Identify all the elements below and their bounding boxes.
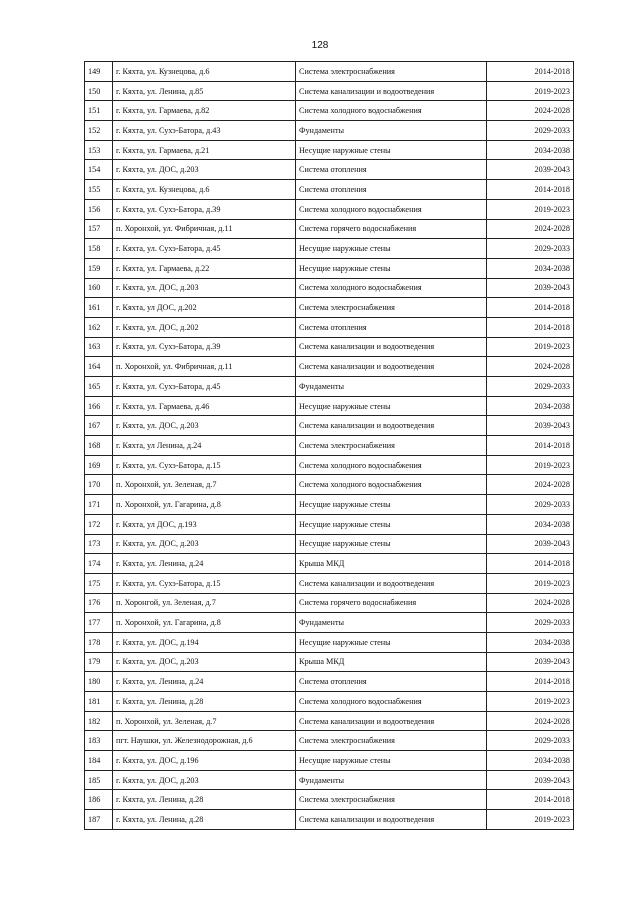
period-cell: 2014-2018	[487, 62, 574, 82]
period-cell: 2029-2033	[487, 239, 574, 259]
row-number-cell: 184	[85, 751, 113, 771]
row-number-cell: 160	[85, 278, 113, 298]
table-row	[85, 711, 574, 731]
address-cell: г. Кяхта, ул. Гармаева, д.46	[113, 396, 296, 416]
row-number-cell: 185	[85, 770, 113, 790]
table-row	[85, 672, 574, 692]
row-number-cell: 174	[85, 554, 113, 574]
address-cell: г. Кяхта, ул. ДОС, д.203	[113, 278, 296, 298]
period-cell: 2039-2043	[487, 534, 574, 554]
row-number-cell: 176	[85, 593, 113, 613]
row-number-cell: 183	[85, 731, 113, 751]
table-row	[85, 258, 574, 278]
period-cell: 2039-2043	[487, 770, 574, 790]
period-cell: 2034-2038	[487, 140, 574, 160]
system-cell: Фундаменты	[296, 770, 487, 790]
table-row	[85, 810, 574, 830]
table-row	[85, 377, 574, 397]
page-number: 128	[311, 40, 329, 51]
row-number-cell: 166	[85, 396, 113, 416]
system-cell: Система канализации и водоотведения	[296, 573, 487, 593]
table-row	[85, 692, 574, 712]
system-cell: Система отопления	[296, 180, 487, 200]
address-cell: п. Хоронхой, ул. Гагарина, д.8	[113, 495, 296, 515]
address-cell: г. Кяхта, ул. Кузнецова, д.6	[113, 180, 296, 200]
row-number-cell: 178	[85, 632, 113, 652]
system-cell: Система горячего водоснабжения	[296, 219, 487, 239]
period-cell: 2019-2023	[487, 81, 574, 101]
system-cell: Система электроснабжения	[296, 436, 487, 456]
system-cell: Крыша МКД	[296, 652, 487, 672]
address-cell: г. Кяхта, ул. Сухэ-Батора, д.45	[113, 239, 296, 259]
system-cell: Система канализации и водоотведения	[296, 711, 487, 731]
table-row	[85, 337, 574, 357]
address-cell: г. Кяхта, ул. Сухэ-Батора, д.15	[113, 455, 296, 475]
row-number-cell: 179	[85, 652, 113, 672]
table-row	[85, 140, 574, 160]
system-cell: Система холодного водоснабжения	[296, 455, 487, 475]
address-cell: г. Кяхта, ул. Ленина, д.24	[113, 672, 296, 692]
table-row	[85, 396, 574, 416]
address-cell: г. Кяхта, ул. Гармаева, д.21	[113, 140, 296, 160]
row-number-cell: 157	[85, 219, 113, 239]
row-number-cell: 181	[85, 692, 113, 712]
system-cell: Несущие наружные стены	[296, 632, 487, 652]
table-row	[85, 534, 574, 554]
table-row	[85, 160, 574, 180]
system-cell: Система канализации и водоотведения	[296, 357, 487, 377]
row-number-cell: 177	[85, 613, 113, 633]
system-cell: Система холодного водоснабжения	[296, 199, 487, 219]
period-cell: 2014-2018	[487, 317, 574, 337]
period-cell: 2024-2028	[487, 219, 574, 239]
system-cell: Несущие наружные стены	[296, 140, 487, 160]
system-cell: Несущие наружные стены	[296, 751, 487, 771]
table-row	[85, 101, 574, 121]
table-row	[85, 652, 574, 672]
period-cell: 2024-2028	[487, 475, 574, 495]
table-row	[85, 278, 574, 298]
table-row	[85, 180, 574, 200]
system-cell: Система канализации и водоотведения	[296, 81, 487, 101]
system-cell: Крыша МКД	[296, 554, 487, 574]
row-number-cell: 169	[85, 455, 113, 475]
period-cell: 2014-2018	[487, 180, 574, 200]
table-row	[85, 121, 574, 141]
table-row	[85, 770, 574, 790]
address-cell: г. Кяхта, ул ДОС, д.202	[113, 298, 296, 318]
period-cell: 2019-2023	[487, 692, 574, 712]
table-row	[85, 593, 574, 613]
system-cell: Фундаменты	[296, 613, 487, 633]
row-number-cell: 187	[85, 810, 113, 830]
row-number-cell: 162	[85, 317, 113, 337]
period-cell: 2024-2028	[487, 357, 574, 377]
address-cell: г. Кяхта, ул. Гармаева, д.82	[113, 101, 296, 121]
period-cell: 2029-2033	[487, 495, 574, 515]
period-cell: 2034-2038	[487, 258, 574, 278]
period-cell: 2014-2018	[487, 298, 574, 318]
address-cell: п. Хоронхой, ул. Зеленая, д.7	[113, 475, 296, 495]
period-cell: 2039-2043	[487, 278, 574, 298]
period-cell: 2014-2018	[487, 436, 574, 456]
system-cell: Несущие наружные стены	[296, 239, 487, 259]
table-row	[85, 416, 574, 436]
row-number-cell: 153	[85, 140, 113, 160]
table-row	[85, 514, 574, 534]
table-row	[85, 81, 574, 101]
table-row	[85, 298, 574, 318]
row-number-cell: 158	[85, 239, 113, 259]
period-cell: 2019-2023	[487, 573, 574, 593]
table-row	[85, 239, 574, 259]
system-cell: Несущие наружные стены	[296, 396, 487, 416]
row-number-cell: 170	[85, 475, 113, 495]
table-row	[85, 219, 574, 239]
system-cell: Система отопления	[296, 317, 487, 337]
system-cell: Несущие наружные стены	[296, 495, 487, 515]
period-cell: 2034-2038	[487, 632, 574, 652]
address-cell: г. Кяхта, ул. Ленина, д.28	[113, 692, 296, 712]
period-cell: 2024-2028	[487, 593, 574, 613]
table-row	[85, 495, 574, 515]
table-row	[85, 199, 574, 219]
row-number-cell: 165	[85, 377, 113, 397]
row-number-cell: 159	[85, 258, 113, 278]
period-cell: 2029-2033	[487, 121, 574, 141]
address-cell: г. Кяхта, ул. ДОС, д.203	[113, 160, 296, 180]
address-cell: п. Хоронхой, ул. Фибричная, д.11	[113, 357, 296, 377]
row-number-cell: 168	[85, 436, 113, 456]
address-cell: г. Кяхта, ул. Сухэ-Батора, д.43	[113, 121, 296, 141]
row-number-cell: 149	[85, 62, 113, 82]
period-cell: 2014-2018	[487, 790, 574, 810]
table-row	[85, 573, 574, 593]
address-cell: г. Кяхта, ул. ДОС, д.203	[113, 770, 296, 790]
address-cell: г. Кяхта, ул. Ленина, д.24	[113, 554, 296, 574]
table-row	[85, 62, 574, 82]
address-cell: г. Кяхта, ул. ДОС, д.202	[113, 317, 296, 337]
address-cell: г. Кяхта, ул. ДОС, д.196	[113, 751, 296, 771]
period-cell: 2019-2023	[487, 455, 574, 475]
period-cell: 2029-2033	[487, 377, 574, 397]
table-row	[85, 790, 574, 810]
system-cell: Система электроснабжения	[296, 790, 487, 810]
address-cell: п. Хоронгой, ул. Зеленая, д.7	[113, 593, 296, 613]
system-cell: Система холодного водоснабжения	[296, 278, 487, 298]
address-cell: г. Кяхта, ул. Ленина, д.85	[113, 81, 296, 101]
row-number-cell: 186	[85, 790, 113, 810]
address-cell: п. Хоронхой, ул. Фибричная, д.11	[113, 219, 296, 239]
period-cell: 2039-2043	[487, 652, 574, 672]
period-cell: 2029-2033	[487, 731, 574, 751]
system-cell: Несущие наружные стены	[296, 258, 487, 278]
system-cell: Фундаменты	[296, 121, 487, 141]
row-number-cell: 180	[85, 672, 113, 692]
system-cell: Система горячего водоснабжения	[296, 593, 487, 613]
table-row	[85, 751, 574, 771]
period-cell: 2039-2043	[487, 160, 574, 180]
row-number-cell: 173	[85, 534, 113, 554]
table-row	[85, 613, 574, 633]
table-body	[85, 62, 574, 830]
system-cell: Система холодного водоснабжения	[296, 692, 487, 712]
row-number-cell: 182	[85, 711, 113, 731]
address-cell: г. Кяхта, ул. Сухэ-Батора, д.39	[113, 199, 296, 219]
row-number-cell: 154	[85, 160, 113, 180]
system-cell: Система холодного водоснабжения	[296, 475, 487, 495]
period-cell: 2039-2043	[487, 416, 574, 436]
system-cell: Система электроснабжения	[296, 298, 487, 318]
row-number-cell: 156	[85, 199, 113, 219]
table-row	[85, 455, 574, 475]
table-row	[85, 554, 574, 574]
address-cell: г. Кяхта, ул ДОС, д.193	[113, 514, 296, 534]
table-row	[85, 317, 574, 337]
address-cell: г. Кяхта, ул. Гармаева, д.22	[113, 258, 296, 278]
address-cell: г. Кяхта, ул Ленина, д.24	[113, 436, 296, 456]
row-number-cell: 164	[85, 357, 113, 377]
period-cell: 2024-2028	[487, 101, 574, 121]
row-number-cell: 161	[85, 298, 113, 318]
period-cell: 2024-2028	[487, 711, 574, 731]
system-cell: Система канализации и водоотведения	[296, 416, 487, 436]
row-number-cell: 150	[85, 81, 113, 101]
period-cell: 2029-2033	[487, 613, 574, 633]
address-cell: г. Кяхта, ул. Сухэ-Батора, д.15	[113, 573, 296, 593]
system-cell: Система канализации и водоотведения	[296, 337, 487, 357]
row-number-cell: 167	[85, 416, 113, 436]
system-cell: Система канализации и водоотведения	[296, 810, 487, 830]
row-number-cell: 171	[85, 495, 113, 515]
period-cell: 2014-2018	[487, 554, 574, 574]
system-cell: Система отопления	[296, 672, 487, 692]
period-cell: 2034-2038	[487, 751, 574, 771]
row-number-cell: 175	[85, 573, 113, 593]
period-cell: 2034-2038	[487, 514, 574, 534]
system-cell: Система холодного водоснабжения	[296, 101, 487, 121]
address-cell: пгт. Наушки, ул. Железнодорожная, д.6	[113, 731, 296, 751]
period-cell: 2019-2023	[487, 337, 574, 357]
system-cell: Несущие наружные стены	[296, 534, 487, 554]
row-number-cell: 155	[85, 180, 113, 200]
period-cell: 2034-2038	[487, 396, 574, 416]
period-cell: 2019-2023	[487, 199, 574, 219]
address-cell: г. Кяхта, ул. Сухэ-Батора, д.45	[113, 377, 296, 397]
row-number-cell: 152	[85, 121, 113, 141]
address-cell: г. Кяхта, ул. Сухэ-Батора, д.39	[113, 337, 296, 357]
period-cell: 2019-2023	[487, 810, 574, 830]
table-row	[85, 357, 574, 377]
repair-schedule-table	[84, 61, 574, 830]
system-cell: Несущие наружные стены	[296, 514, 487, 534]
table-row	[85, 436, 574, 456]
system-cell: Система электроснабжения	[296, 62, 487, 82]
address-cell: г. Кяхта, ул. Ленина, д.28	[113, 790, 296, 810]
row-number-cell: 172	[85, 514, 113, 534]
address-cell: г. Кяхта, ул. Ленина, д.28	[113, 810, 296, 830]
system-cell: Система отопления	[296, 160, 487, 180]
row-number-cell: 163	[85, 337, 113, 357]
system-cell: Система электроснабжения	[296, 731, 487, 751]
address-cell: п. Хоронхой, ул. Гагарина, д.8	[113, 613, 296, 633]
address-cell: г. Кяхта, ул. ДОС, д.203	[113, 652, 296, 672]
address-cell: г. Кяхта, ул. ДОС, д.203	[113, 416, 296, 436]
table-row	[85, 731, 574, 751]
system-cell: Фундаменты	[296, 377, 487, 397]
row-number-cell: 151	[85, 101, 113, 121]
address-cell: п. Хоронхой, ул. Зеленая, д.7	[113, 711, 296, 731]
table-row	[85, 632, 574, 652]
table-row	[85, 475, 574, 495]
address-cell: г. Кяхта, ул. Кузнецова, д.6	[113, 62, 296, 82]
address-cell: г. Кяхта, ул. ДОС, д.203	[113, 534, 296, 554]
address-cell: г. Кяхта, ул. ДОС, д.194	[113, 632, 296, 652]
period-cell: 2014-2018	[487, 672, 574, 692]
